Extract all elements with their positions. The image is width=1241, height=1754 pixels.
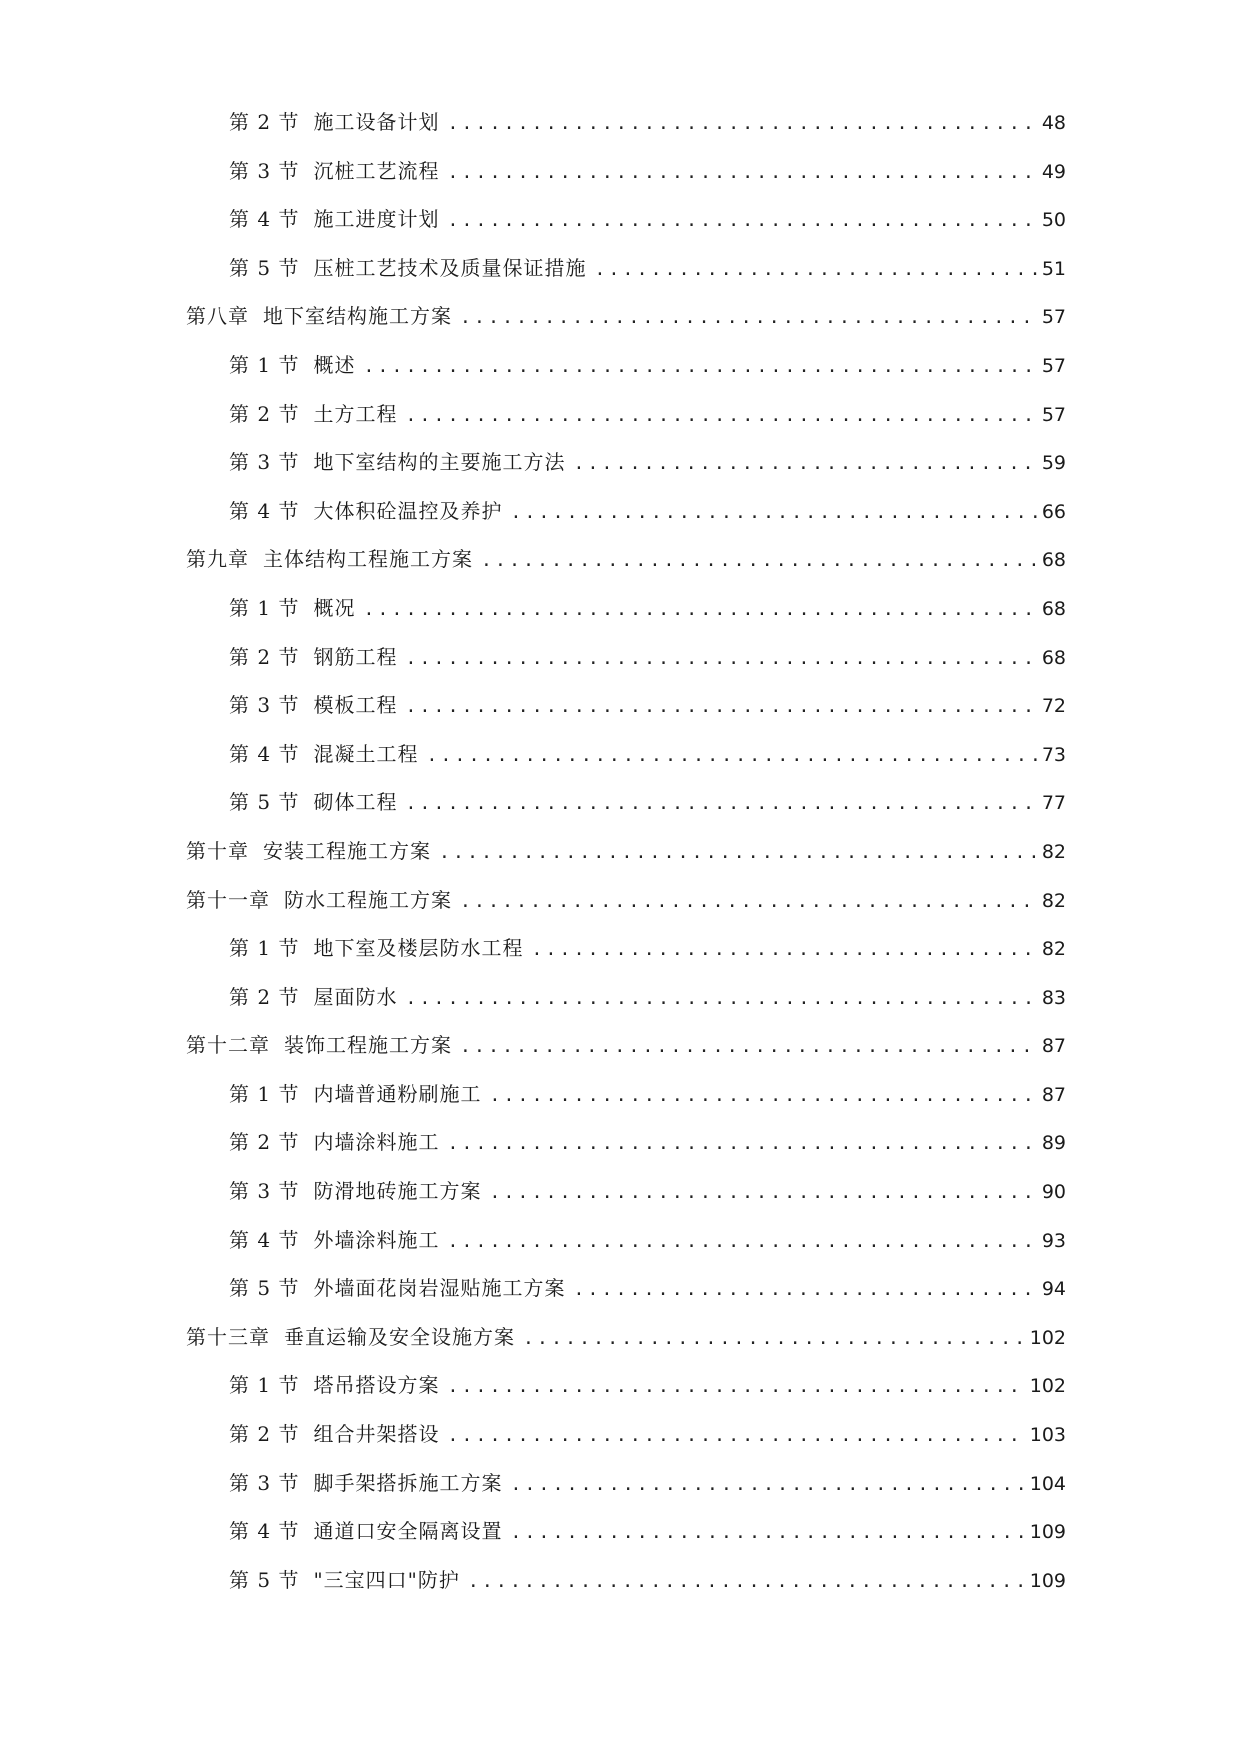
toc-entry-title: 压桩工艺技术及质量保证措施	[313, 255, 587, 280]
toc-entry-label: 第十二章	[186, 1033, 270, 1058]
toc-dot-leader	[460, 1023, 1038, 1072]
toc-section-entry[interactable]	[186, 681, 1066, 730]
toc-page-number: 93	[1041, 1229, 1066, 1252]
toc-entry-label: 第 1 节	[229, 1081, 300, 1106]
toc-page-number: 48	[1041, 112, 1066, 134]
toc-page-number: 68	[1041, 597, 1066, 620]
toc-section-entry[interactable]	[186, 1556, 1066, 1605]
toc-page-number: 68	[1041, 549, 1066, 572]
toc-entry-title: 内墙涂料施工	[313, 1130, 440, 1155]
toc-page-number: 57	[1041, 403, 1066, 426]
toc-entry-label: 第 1 节	[229, 352, 300, 377]
toc-dot-leader	[510, 1461, 1025, 1510]
toc-entry-title: 防水工程施工方案	[284, 887, 452, 912]
toc-entry-title: 施工进度计划	[313, 207, 440, 232]
toc-dot-leader	[447, 1218, 1037, 1267]
toc-page-number: 89	[1041, 1132, 1066, 1155]
toc-dot-leader	[405, 975, 1037, 1024]
toc-entry-title: 外墙涂料施工	[313, 1227, 440, 1252]
toc-page-number: 109	[1029, 1569, 1066, 1592]
toc-section-entry[interactable]	[186, 487, 1066, 536]
toc-entry-title: 外墙面花岗岩湿贴施工方案	[313, 1276, 566, 1301]
toc-chapter-entry[interactable]	[186, 1021, 1066, 1070]
toc-entry-label: 第 2 节	[229, 984, 300, 1009]
toc-page-number: 57	[1041, 354, 1066, 377]
toc-entry-label: 第十一章	[186, 887, 270, 912]
table-of-contents	[186, 98, 1066, 1604]
toc-dot-leader	[363, 586, 1037, 635]
toc-entry-title: 土方工程	[313, 401, 398, 426]
toc-dot-leader	[468, 1558, 1026, 1607]
toc-section-entry[interactable]	[186, 1118, 1066, 1167]
toc-section-entry[interactable]	[186, 1264, 1066, 1313]
toc-entry-label: 第 3 节	[229, 158, 300, 183]
toc-entry-label: 第 3 节	[229, 450, 300, 475]
toc-page-number: 66	[1041, 500, 1066, 523]
toc-dot-leader	[447, 100, 1037, 149]
toc-section-entry[interactable]	[186, 438, 1066, 487]
toc-entry-title: 地下室及楼层防水工程	[313, 936, 524, 961]
toc-dot-leader	[531, 926, 1037, 975]
toc-page-number: 68	[1041, 646, 1066, 669]
toc-entry-title: 施工设备计划	[313, 110, 440, 134]
toc-chapter-entry[interactable]	[186, 876, 1066, 925]
toc-entry-title: 组合井架搭设	[313, 1422, 440, 1447]
toc-page-number: 103	[1029, 1424, 1066, 1447]
toc-entry-title: 塔吊搭设方案	[313, 1373, 440, 1398]
toc-entry-label: 第 4 节	[229, 207, 300, 232]
toc-dot-leader	[426, 732, 1037, 781]
toc-section-entry[interactable]	[186, 1070, 1066, 1119]
toc-entry-title: 垂直运输及安全设施方案	[284, 1324, 515, 1349]
toc-entry-label: 第 2 节	[229, 1130, 300, 1155]
toc-section-entry[interactable]	[186, 633, 1066, 682]
toc-section-entry[interactable]	[186, 584, 1066, 633]
toc-entry-label: 第 4 节	[229, 741, 300, 766]
toc-page-number: 59	[1041, 452, 1066, 475]
toc-entry-label: 第 4 节	[229, 1227, 300, 1252]
toc-page-number: 49	[1041, 160, 1066, 183]
toc-page-number: 109	[1029, 1521, 1066, 1544]
toc-page-number: 77	[1041, 792, 1066, 815]
toc-chapter-entry[interactable]	[186, 1313, 1066, 1362]
toc-entry-title: 屋面防水	[313, 984, 398, 1009]
toc-entry-title: 脚手架搭拆施工方案	[313, 1470, 503, 1495]
toc-entry-label: 第 5 节	[229, 1567, 300, 1592]
toc-entry-label: 第 3 节	[229, 1179, 300, 1204]
toc-section-entry[interactable]	[186, 341, 1066, 390]
toc-section-entry[interactable]	[186, 730, 1066, 779]
toc-entry-title: 砌体工程	[313, 790, 398, 815]
toc-page-number: 102	[1029, 1326, 1066, 1349]
toc-section-entry[interactable]	[186, 1167, 1066, 1216]
toc-entry-label: 第 3 节	[229, 693, 300, 718]
toc-dot-leader	[481, 537, 1038, 586]
toc-page-number: 82	[1041, 938, 1066, 961]
toc-dot-leader	[447, 1363, 1025, 1412]
toc-entry-label: 第十章	[186, 838, 249, 863]
toc-entry-label: 第 1 节	[229, 936, 300, 961]
toc-entry-label: 第 2 节	[229, 401, 300, 426]
toc-section-entry[interactable]	[186, 98, 1066, 147]
toc-section-entry[interactable]	[186, 973, 1066, 1022]
toc-entry-label: 第 4 节	[229, 498, 300, 523]
toc-chapter-entry[interactable]	[186, 827, 1066, 876]
toc-section-entry[interactable]	[186, 924, 1066, 973]
toc-section-entry[interactable]	[186, 244, 1066, 293]
toc-chapter-entry[interactable]	[186, 292, 1066, 341]
toc-section-entry[interactable]	[186, 1459, 1066, 1508]
toc-dot-leader	[510, 1509, 1025, 1558]
toc-entry-label: 第十三章	[186, 1324, 270, 1349]
toc-entry-title: 大体积砼温控及养护	[313, 498, 503, 523]
toc-page-number: 51	[1041, 257, 1066, 280]
toc-section-entry[interactable]	[186, 390, 1066, 439]
toc-page-number: 104	[1029, 1472, 1066, 1495]
toc-entry-title: 沉桩工艺流程	[313, 158, 440, 183]
toc-dot-leader	[447, 197, 1037, 246]
toc-dot-leader	[363, 343, 1037, 392]
toc-page-number: 94	[1041, 1278, 1066, 1301]
toc-section-entry[interactable]	[186, 1507, 1066, 1556]
toc-entry-label: 第 2 节	[229, 110, 300, 134]
toc-entry-title: 地下室结构的主要施工方法	[313, 450, 566, 475]
toc-page-number: 87	[1041, 1083, 1066, 1106]
toc-dot-leader	[405, 683, 1037, 732]
toc-page-number: 57	[1041, 306, 1066, 329]
toc-entry-title: 防滑地砖施工方案	[313, 1179, 482, 1204]
toc-entry-title: 内墙普通粉刷施工	[313, 1081, 482, 1106]
toc-entry-label: 第 5 节	[229, 1276, 300, 1301]
toc-entry-title: 安装工程施工方案	[263, 838, 431, 863]
toc-page-number: 72	[1041, 695, 1066, 718]
toc-entry-label: 第八章	[186, 304, 249, 329]
toc-dot-leader	[447, 149, 1037, 198]
toc-entry-label: 第 1 节	[229, 595, 300, 620]
toc-dot-leader	[460, 878, 1038, 927]
toc-page-number: 87	[1041, 1035, 1066, 1058]
toc-entry-label: 第 2 节	[229, 1422, 300, 1447]
toc-entry-title: 混凝土工程	[313, 741, 419, 766]
toc-dot-leader	[447, 1120, 1037, 1169]
toc-section-entry[interactable]	[186, 147, 1066, 196]
toc-page-number: 50	[1041, 209, 1066, 232]
toc-page-number: 82	[1041, 840, 1066, 863]
toc-section-entry[interactable]	[186, 1410, 1066, 1459]
toc-dot-leader	[405, 780, 1037, 829]
toc-entry-label: 第 5 节	[229, 790, 300, 815]
toc-page-number: 73	[1041, 743, 1066, 766]
toc-entry-label: 第 5 节	[229, 255, 300, 280]
toc-entry-title: 钢筋工程	[313, 644, 398, 669]
toc-section-entry[interactable]	[186, 1216, 1066, 1265]
toc-dot-leader	[489, 1169, 1037, 1218]
toc-entry-title: 地下室结构施工方案	[263, 304, 452, 329]
toc-entry-title: 概述	[313, 352, 356, 377]
toc-section-entry[interactable]	[186, 195, 1066, 244]
toc-dot-leader	[523, 1315, 1026, 1364]
toc-entry-label: 第 2 节	[229, 644, 300, 669]
toc-entry-label: 第 4 节	[229, 1519, 300, 1544]
toc-page-number: 102	[1029, 1375, 1066, 1398]
toc-entry-title: 通道口安全隔离设置	[313, 1519, 503, 1544]
toc-entry-title: 模板工程	[313, 693, 398, 718]
toc-section-entry[interactable]	[186, 1361, 1066, 1410]
toc-dot-leader	[573, 440, 1037, 489]
toc-page-number: 82	[1041, 889, 1066, 912]
toc-dot-leader	[594, 246, 1037, 295]
toc-entry-title: 装饰工程施工方案	[284, 1033, 452, 1058]
toc-entry-title: "三宝四口"防护	[313, 1567, 460, 1592]
toc-dot-leader	[405, 635, 1037, 684]
toc-dot-leader	[447, 1412, 1025, 1461]
toc-entry-label: 第 1 节	[229, 1373, 300, 1398]
toc-dot-leader	[439, 829, 1038, 878]
toc-dot-leader	[573, 1266, 1037, 1315]
toc-entry-label: 第九章	[186, 547, 249, 572]
toc-dot-leader	[405, 392, 1037, 441]
toc-page-number: 83	[1041, 986, 1066, 1009]
toc-dot-leader	[510, 489, 1037, 538]
toc-page-number: 90	[1041, 1181, 1066, 1204]
toc-entry-title: 概况	[313, 595, 356, 620]
toc-chapter-entry[interactable]	[186, 535, 1066, 584]
toc-section-entry[interactable]	[186, 778, 1066, 827]
toc-entry-label: 第 3 节	[229, 1470, 300, 1495]
toc-dot-leader	[460, 294, 1038, 343]
toc-dot-leader	[489, 1072, 1037, 1121]
toc-entry-title: 主体结构工程施工方案	[263, 547, 473, 572]
